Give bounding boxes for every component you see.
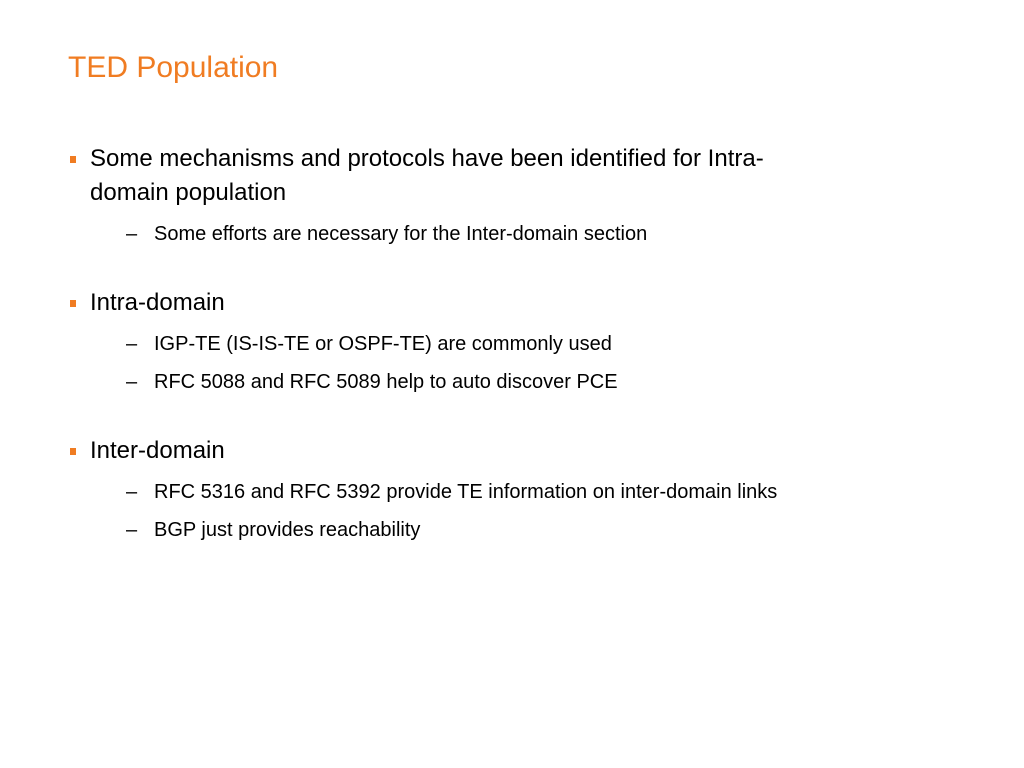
dash-bullet-icon: – [126, 519, 138, 541]
bullet-text: Intra-domain [90, 289, 225, 316]
sub-bullet-text: Some efforts are necessary for the Inter-domain section [154, 223, 648, 245]
bullet-item [68, 286, 968, 320]
sub-bullet-text: RFC 5088 and RFC 5089 help to auto discover PCE [154, 371, 618, 393]
sub-bullet-item [68, 220, 968, 248]
dash-bullet-icon: – [126, 481, 138, 503]
bullet-list [68, 142, 968, 544]
bullet-item [68, 434, 968, 468]
sub-bullet-item [68, 330, 968, 358]
dash-bullet-icon: – [126, 333, 138, 355]
sub-bullet-text: BGP just provides reachability [154, 519, 421, 541]
bullet-text: Inter-domain [90, 437, 225, 464]
bullet-item [68, 142, 968, 210]
bullet-text-line1: Some mechanisms and protocols have been identified for Intra- [90, 145, 764, 172]
sub-bullet-item [68, 516, 968, 544]
sub-bullet-text: IGP-TE (IS-IS-TE or OSPF-TE) are commonly used [154, 333, 612, 355]
square-bullet-icon [70, 300, 76, 307]
sub-bullet-text: RFC 5316 and RFC 5392 provide TE information on inter-domain links [154, 481, 778, 503]
slide-title: TED Population [68, 51, 279, 84]
dash-bullet-icon: – [126, 371, 138, 393]
bullet-text-line2: domain population [90, 179, 287, 206]
square-bullet-icon [70, 156, 76, 163]
dash-bullet-icon: – [126, 223, 138, 245]
sub-bullet-item [68, 368, 968, 396]
sub-bullet-item [68, 478, 968, 506]
square-bullet-icon [70, 448, 76, 455]
